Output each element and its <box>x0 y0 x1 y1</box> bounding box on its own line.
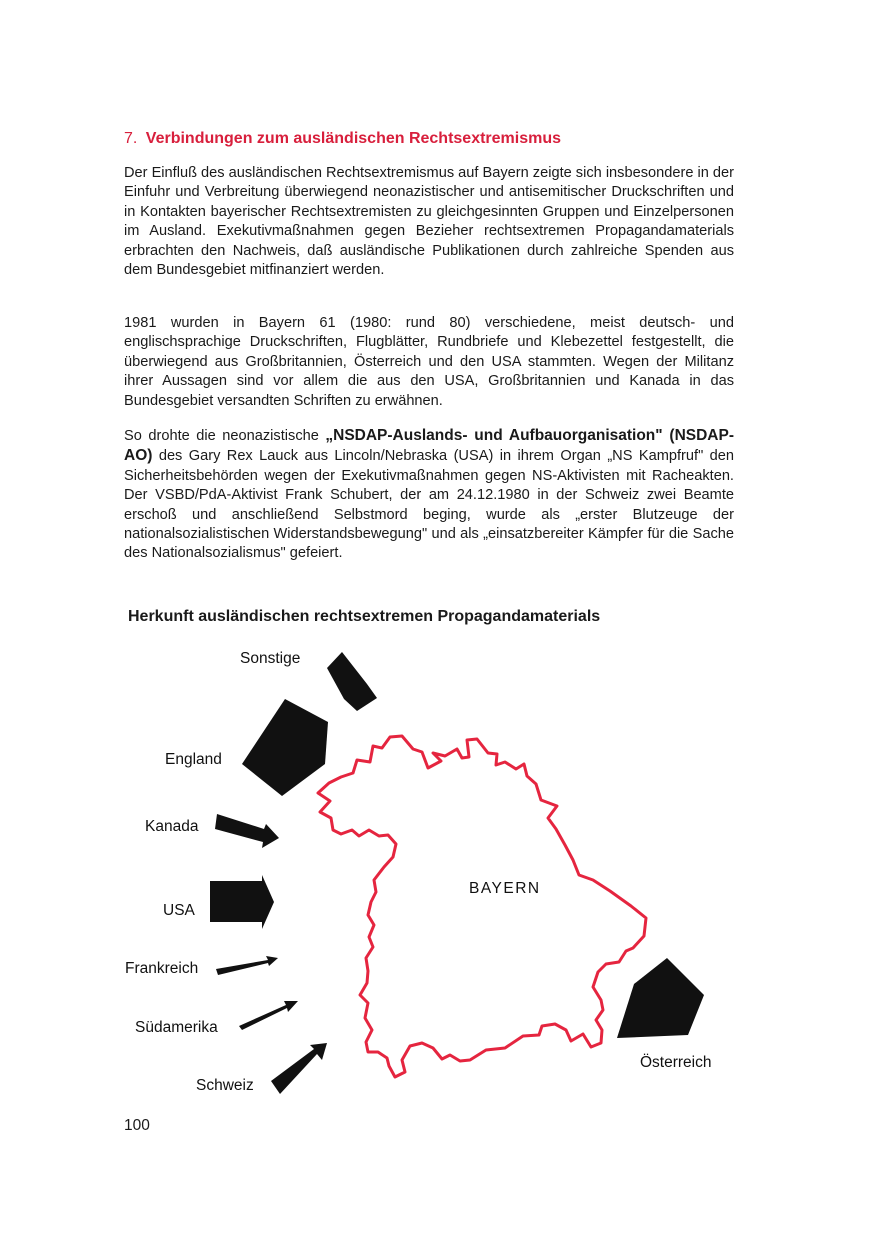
paragraph-2: 1981 wurden in Bayern 61 (1980: rund 80) verschiedene, meist deutsch- und englischsprachige Druckschriften, Flugblätter, Rundbriefe und Klebezettel festgestellt, die überwiegend aus Großbritannien, Österreich und den USA stammten. Wegen der Militanz ihrer Aussagen sind vor allem die aus den USA, Großbritannien und Kanada in das Bundesgebiet versandten Schriften zu erwähnen. <box>124 315 734 409</box>
section-number: 7. <box>124 130 138 147</box>
organisation-name: „NSDAP-Auslands- und Aufbauorganisation" (NSDAP-AO) <box>124 427 734 465</box>
arrow-oesterreich <box>617 958 704 1038</box>
label-usa: USA <box>163 902 195 919</box>
bayern-outline <box>318 736 646 1077</box>
label-schweiz: Schweiz <box>196 1077 254 1094</box>
label-sonstige: Sonstige <box>240 650 301 667</box>
arrow-schweiz <box>271 1043 327 1094</box>
label-oesterreich: Österreich <box>640 1054 712 1071</box>
region-label-bayern: BAYERN <box>469 880 541 897</box>
label-england: England <box>165 751 222 768</box>
arrow-suedamerika <box>239 1001 298 1030</box>
paragraph-3-lead: So drohte die neonazistische <box>124 428 326 444</box>
label-kanada: Kanada <box>145 818 199 835</box>
arrow-frankreich <box>216 956 278 975</box>
paragraph-3-rest: des Gary Rex Lauck aus Lincoln/Nebraska (USA) in ihrem Organ „NS Kampfruf" den Sicherheitsbehörden wegen der Exekutivmaßnahmen gegen NS-Aktivisten mit Racheakten. Der VSBD/PdA-Aktivist Frank Schubert, der am 24.12.1980 in der Schweiz zwei Beamte erschoß und anschließend Selbstmord beging, wurde als „erster Blutzeuge der nationalsozialistischen Widerstandsbewegung" und als „einsatzbereiter Kämpfer für die Sache des Nationalsozialismus" gefeiert. <box>124 448 734 562</box>
page-number: 100 <box>124 1117 150 1134</box>
arrow-kanada <box>215 814 279 848</box>
section-title: Verbindungen zum ausländischen Rechtsextremismus <box>145 130 562 147</box>
arrow-england <box>242 699 328 796</box>
figure-title: Herkunft ausländischen rechtsextremen Propagandamaterials <box>128 608 601 625</box>
paragraph-1: Der Einfluß des ausländischen Rechtsextremismus auf Bayern zeigte sich insbesondere in der Einfuhr und Verbreitung überwiegend neonazistischer und antisemitischer Druckschriften und in Kontakten bayerischer Rechtsextremisten zu gleichgesinnten Gruppen und Einzelpersonen im Ausland. Exekutivmaßnahmen gegen Bezieher rechtsextremen Propagandamaterials erbrachten den Nachweis, daß ausländische Publikationen durch zahlreiche Spenden aus dem Bundesgebiet mitfinanziert werden. <box>124 165 735 279</box>
arrow-sonstige <box>327 652 377 711</box>
arrow-usa <box>210 875 274 929</box>
label-suedamerika: Südamerika <box>135 1019 218 1036</box>
label-frankreich: Frankreich <box>125 960 199 977</box>
